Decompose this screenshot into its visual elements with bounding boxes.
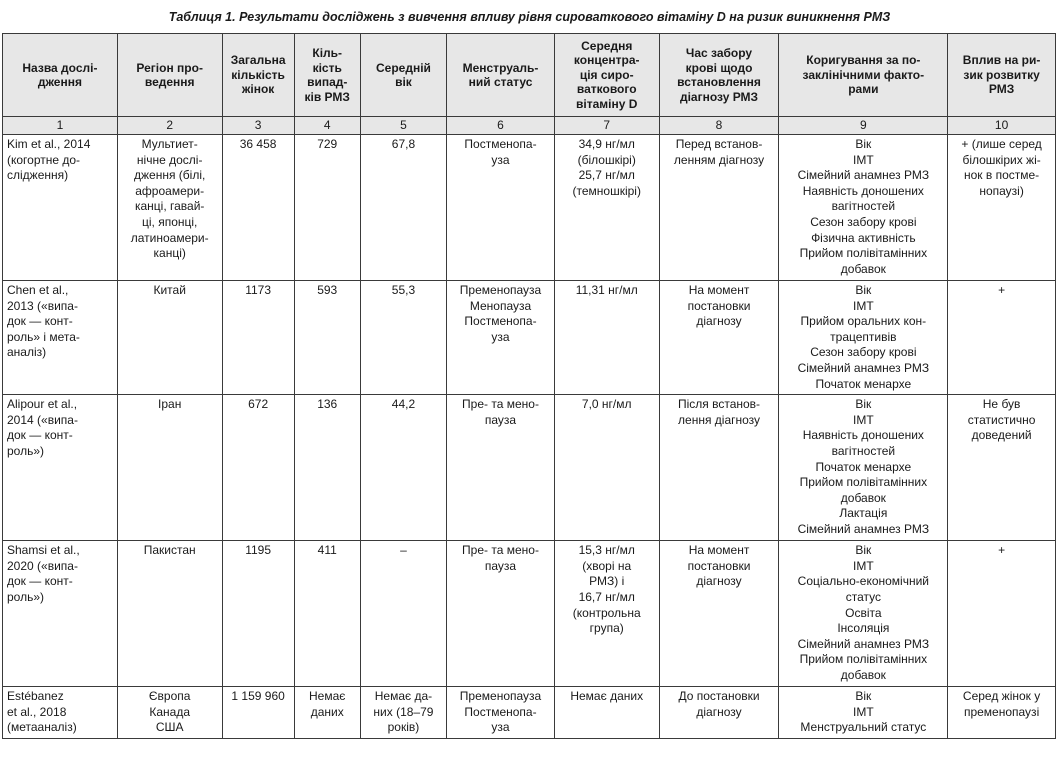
- table-row: [3, 687, 1056, 739]
- region-cell: Іран: [117, 395, 222, 541]
- column-number-row: [3, 117, 1056, 135]
- mean-age-cell: Немає да- них (18–79 років): [360, 687, 446, 739]
- mean-age-cell: –: [360, 541, 446, 687]
- menstrual-status-cell: Пременопауза Постменопа- уза: [447, 687, 555, 739]
- blood-sampling-time-cell: На момент постановки діагнозу: [659, 541, 779, 687]
- cases-cell: 593: [294, 281, 360, 395]
- risk-effect-cell: +: [948, 281, 1056, 395]
- results-table: [2, 33, 1056, 739]
- adjustment-factors-cell: Вік ІМТ Наявність доношених вагітностей Початок менархе Прийом полівітамінних добавок Лактація Сімейний анамнез РМЗ: [779, 395, 948, 541]
- blood-sampling-time-cell: Перед встанов- ленням діагнозу: [659, 135, 779, 281]
- header-cell: Час забору крові щодо встановлення діагнозу РМЗ: [659, 34, 779, 117]
- table-row: [3, 541, 1056, 687]
- risk-effect-cell: Серед жінок у пременопаузі: [948, 687, 1056, 739]
- header-cell: Менструаль- ний статус: [447, 34, 555, 117]
- column-number: 8: [659, 117, 779, 135]
- menstrual-status-cell: Постменопа- уза: [447, 135, 555, 281]
- adjustment-factors-cell: Вік ІМТ Соціально-економічний статус Освіта Інсоляція Сімейний анамнез РМЗ Прийом полівітамінних добавок: [779, 541, 948, 687]
- vitamin-d-cell: 7,0 нг/мл: [554, 395, 659, 541]
- header-cell: Кіль- кість випад- ків РМЗ: [294, 34, 360, 117]
- study-name-cell: Alipour et al., 2014 («випа- док — конт- роль»): [3, 395, 118, 541]
- mean-age-cell: 55,3: [360, 281, 446, 395]
- blood-sampling-time-cell: Після встанов- лення діагнозу: [659, 395, 779, 541]
- risk-effect-cell: Не був статистично доведений: [948, 395, 1056, 541]
- risk-effect-cell: + (лише серед білошкірих жі- нок в постме- нопаузі): [948, 135, 1056, 281]
- mean-age-cell: 67,8: [360, 135, 446, 281]
- adjustment-factors-cell: Вік ІМТ Сімейний анамнез РМЗ Наявність доношених вагітностей Сезон забору крові Фізична активність Прийом полівітамінних добавок: [779, 135, 948, 281]
- column-number: 1: [3, 117, 118, 135]
- mean-age-cell: 44,2: [360, 395, 446, 541]
- header-cell: Вплив на ри- зик розвитку РМЗ: [948, 34, 1056, 117]
- column-number: 7: [554, 117, 659, 135]
- table-row: [3, 135, 1056, 281]
- adjustment-factors-cell: Вік ІМТ Прийом оральних кон- трацептивів Сезон забору крові Сімейний анамнез РМЗ Початок менархе: [779, 281, 948, 395]
- study-name-cell: Estébanez et al., 2018 (метааналіз): [3, 687, 118, 739]
- header-cell: Коригування за по- заклінічними факто- рами: [779, 34, 948, 117]
- menstrual-status-cell: Пре- та мено- пауза: [447, 541, 555, 687]
- region-cell: Пакистан: [117, 541, 222, 687]
- blood-sampling-time-cell: На момент постановки діагнозу: [659, 281, 779, 395]
- total-women-cell: 672: [222, 395, 294, 541]
- study-name-cell: Chen et al., 2013 («випа- док — конт- роль» і мета- аналіз): [3, 281, 118, 395]
- column-number: 3: [222, 117, 294, 135]
- study-name-cell: Kim et al., 2014 (когортне до- слідження): [3, 135, 118, 281]
- header-cell: Середня концентра- ція сиро- ваткового вітаміну D: [554, 34, 659, 117]
- table-row: [3, 281, 1056, 395]
- region-cell: Мультиет- нічне дослі- дження (білі, афроамери- канці, гавай- ці, японці, латиноамери- канці): [117, 135, 222, 281]
- menstrual-status-cell: Пре- та мено- пауза: [447, 395, 555, 541]
- column-number: 2: [117, 117, 222, 135]
- table-row: [3, 395, 1056, 541]
- column-number: 10: [948, 117, 1056, 135]
- vitamin-d-cell: Немає даних: [554, 687, 659, 739]
- cases-cell: 729: [294, 135, 360, 281]
- cases-cell: 411: [294, 541, 360, 687]
- adjustment-factors-cell: Вік ІМТ Менструальний статус: [779, 687, 948, 739]
- total-women-cell: 36 458: [222, 135, 294, 281]
- header-cell: Середній вік: [360, 34, 446, 117]
- region-cell: Європа Канада США: [117, 687, 222, 739]
- blood-sampling-time-cell: До постановки діагнозу: [659, 687, 779, 739]
- cases-cell: Немає даних: [294, 687, 360, 739]
- total-women-cell: 1173: [222, 281, 294, 395]
- risk-effect-cell: +: [948, 541, 1056, 687]
- vitamin-d-cell: 34,9 нг/мл (білошкірі) 25,7 нг/мл (темношкірі): [554, 135, 659, 281]
- header-cell: Регіон про- ведення: [117, 34, 222, 117]
- table-caption: Таблиця 1. Результати досліджень з вивчення впливу рівня сироваткового вітаміну D на ризик виникнення РМЗ: [168, 10, 891, 24]
- column-number: 6: [447, 117, 555, 135]
- header-cell: Загальна кількість жінок: [222, 34, 294, 117]
- header-cell: Назва дослі- дження: [3, 34, 118, 117]
- vitamin-d-cell: 11,31 нг/мл: [554, 281, 659, 395]
- total-women-cell: 1195: [222, 541, 294, 687]
- column-number: 5: [360, 117, 446, 135]
- column-number: 4: [294, 117, 360, 135]
- menstrual-status-cell: Пременопауза Менопауза Постменопа- уза: [447, 281, 555, 395]
- column-number: 9: [779, 117, 948, 135]
- cases-cell: 136: [294, 395, 360, 541]
- total-women-cell: 1 159 960: [222, 687, 294, 739]
- header-row: [3, 34, 1056, 117]
- study-name-cell: Shamsi et al., 2020 («випа- док — конт- роль»): [3, 541, 118, 687]
- region-cell: Китай: [117, 281, 222, 395]
- vitamin-d-cell: 15,3 нг/мл (хворі на РМЗ) і 16,7 нг/мл (контрольна група): [554, 541, 659, 687]
